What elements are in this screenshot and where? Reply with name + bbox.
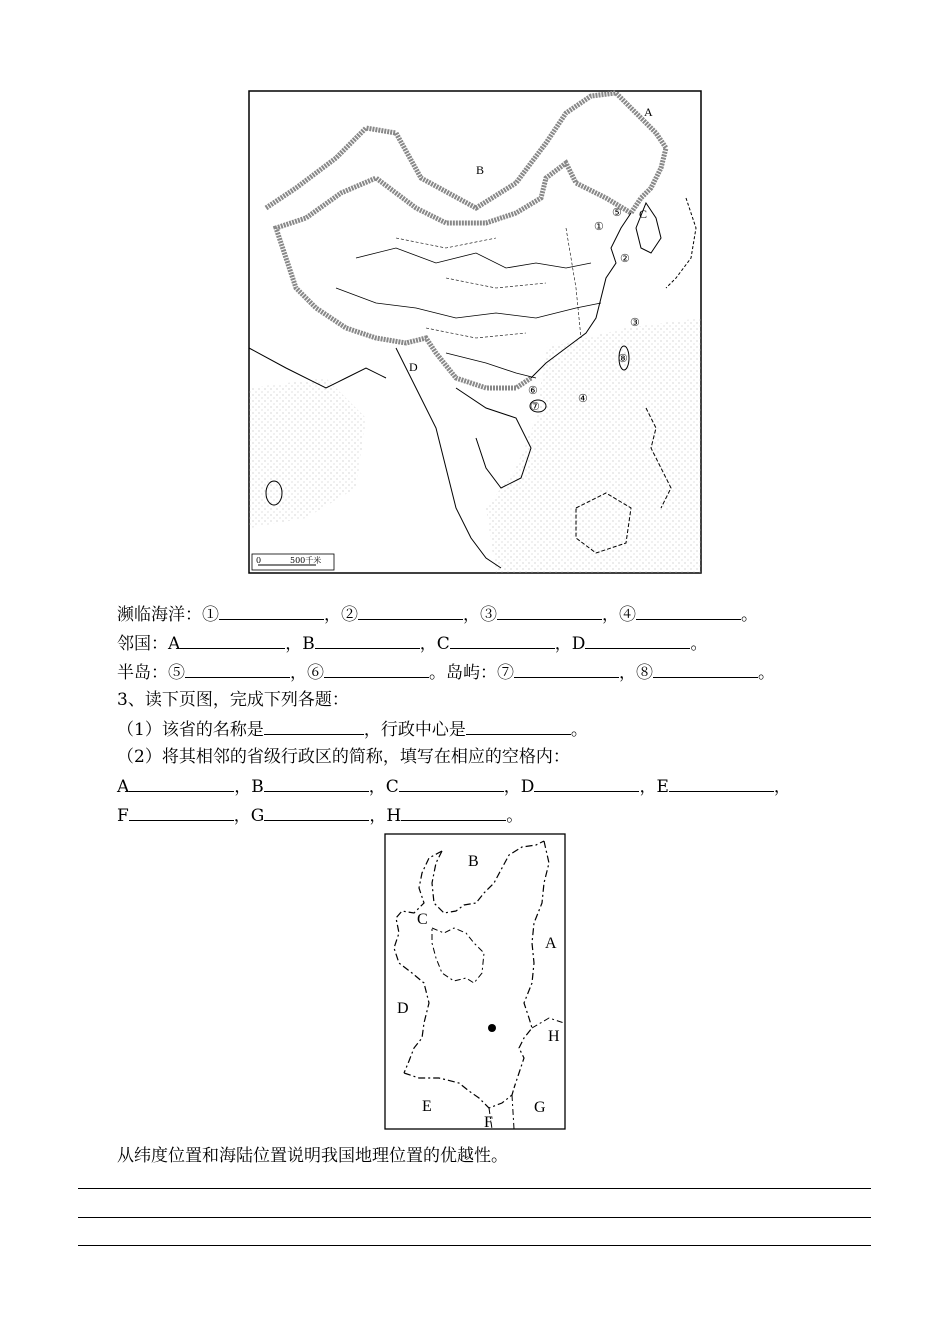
q3-sub1-text-b: ，行政中心是 (363, 720, 466, 740)
comma: ， (290, 663, 307, 683)
asia-map (246, 88, 704, 576)
prov-label-a: A (545, 935, 557, 952)
comma: ， (463, 605, 480, 625)
adj-blank-c[interactable] (399, 775, 504, 792)
prov-label-g: G (534, 1099, 546, 1116)
comma: ， (233, 806, 251, 826)
adj-mark-e: E (656, 777, 669, 797)
map-label-c: C (639, 207, 648, 221)
peninsula-mark-6: ⑥ (307, 663, 324, 683)
q3-sub1 (117, 718, 588, 741)
map-num-4: ④ (578, 392, 588, 405)
comma: ， (503, 777, 521, 797)
neighbor-blank-a[interactable] (180, 632, 285, 649)
prov-label-b: B (468, 853, 479, 870)
neighbor-mark-c: C (436, 634, 450, 654)
seas-blank-3[interactable] (497, 603, 602, 620)
q3-row2 (117, 804, 523, 827)
comma: ， (639, 777, 657, 797)
comma: ， (419, 634, 437, 654)
adj-blank-g[interactable] (264, 804, 369, 821)
neighbor-mark-b: B (302, 634, 315, 654)
adj-blank-e[interactable] (669, 775, 774, 792)
island-label: 岛屿： (446, 663, 497, 683)
island-blank-7[interactable] (514, 661, 619, 678)
comma: ， (773, 777, 791, 797)
seas-mark-1: ① (202, 605, 219, 625)
adj-mark-f: F (117, 806, 129, 826)
period: 。 (741, 605, 758, 625)
adj-blank-d[interactable] (534, 775, 639, 792)
period: 。 (429, 663, 446, 683)
adj-blank-f[interactable] (129, 804, 234, 821)
map-num-3: ③ (630, 316, 640, 329)
neighbors-question (117, 632, 707, 655)
peninsula-blank-6[interactable] (324, 661, 429, 678)
province-map (384, 833, 568, 1131)
seas-blank-1[interactable] (219, 603, 324, 620)
province-frame (385, 834, 565, 1129)
island-blank-8[interactable] (653, 661, 758, 678)
answer-line-1[interactable] (78, 1188, 871, 1189)
scale-distance: 500千米 (290, 556, 322, 565)
comma: ， (554, 634, 572, 654)
peninsula-blank-5[interactable] (185, 661, 290, 678)
adj-blank-b[interactable] (264, 775, 369, 792)
comma: ， (324, 605, 341, 625)
prov-label-d: D (397, 1000, 409, 1017)
seas-blank-2[interactable] (358, 603, 463, 620)
q3-sub1-text-a: （1）该省的名称是 (117, 720, 264, 740)
neighbor-mark-a: A (168, 634, 181, 654)
comma: ， (368, 777, 386, 797)
q3-sub2: （2）将其相邻的省级行政区的简称，填写在相应的空格内： (117, 747, 570, 767)
peninsula-question (117, 661, 775, 684)
comma: ， (234, 777, 252, 797)
map-label-a: A (644, 105, 653, 119)
adj-blank-a[interactable] (129, 775, 234, 792)
map-num-1: ① (594, 220, 604, 233)
prov-label-h: H (548, 1028, 560, 1045)
adj-mark-a: A (117, 777, 130, 797)
period: 。 (758, 663, 775, 683)
period: 。 (506, 806, 524, 826)
adj-mark-c: C (385, 777, 399, 797)
answer-line-3[interactable] (78, 1245, 871, 1246)
scale-zero: 0 (256, 556, 262, 565)
map-num-6: ⑥ (528, 384, 538, 397)
adj-mark-d: D (520, 777, 535, 797)
seas-blank-4[interactable] (636, 603, 741, 620)
prov-label-e: E (422, 1098, 432, 1115)
neighbor-blank-b[interactable] (315, 632, 420, 649)
map-num-5: ⑤ (612, 206, 622, 219)
neighbors-label: 邻国： (117, 634, 168, 654)
seas-mark-2: ② (341, 605, 358, 625)
province-name-blank[interactable] (264, 718, 364, 735)
neighbor-blank-d[interactable] (585, 632, 690, 649)
map-num-7: ⑦ (530, 400, 540, 413)
q3-row1 (117, 775, 791, 798)
prov-label-f: F (484, 1114, 493, 1131)
period: 。 (690, 634, 708, 654)
period: 。 (570, 720, 588, 740)
answer-line-2[interactable] (78, 1217, 871, 1218)
peninsula-label: 半岛： (117, 663, 168, 683)
essay-prompt: 从纬度位置和海陆位置说明我国地理位置的优越性。 (117, 1146, 508, 1166)
adj-mark-h: H (386, 806, 402, 826)
q3-title: 3、读下页图，完成下列各题： (117, 690, 349, 710)
capital-dot (488, 1024, 496, 1032)
island-mark-8: ⑧ (636, 663, 653, 683)
map-num-2: ② (620, 252, 630, 265)
map-num-8: ⑧ (618, 352, 628, 365)
adj-mark-g: G (250, 806, 265, 826)
peninsula-mark-5: ⑤ (168, 663, 185, 683)
map-label-b: B (476, 163, 485, 177)
island-mark-7: ⑦ (497, 663, 514, 683)
seas-label: 濒临海洋： (117, 605, 202, 625)
neighbor-blank-c[interactable] (450, 632, 555, 649)
seas-mark-4: ④ (619, 605, 636, 625)
seas-question (117, 603, 758, 626)
map-label-d: D (409, 360, 418, 374)
comma: ， (619, 663, 636, 683)
adj-mark-b: B (251, 777, 264, 797)
comma: ， (285, 634, 303, 654)
seas-mark-3: ③ (480, 605, 497, 625)
neighbor-mark-d: D (571, 634, 586, 654)
prov-label-c: C (417, 911, 428, 928)
comma: ， (369, 806, 387, 826)
comma: ， (602, 605, 619, 625)
capital-blank[interactable] (466, 718, 571, 735)
adj-blank-h[interactable] (401, 804, 506, 821)
